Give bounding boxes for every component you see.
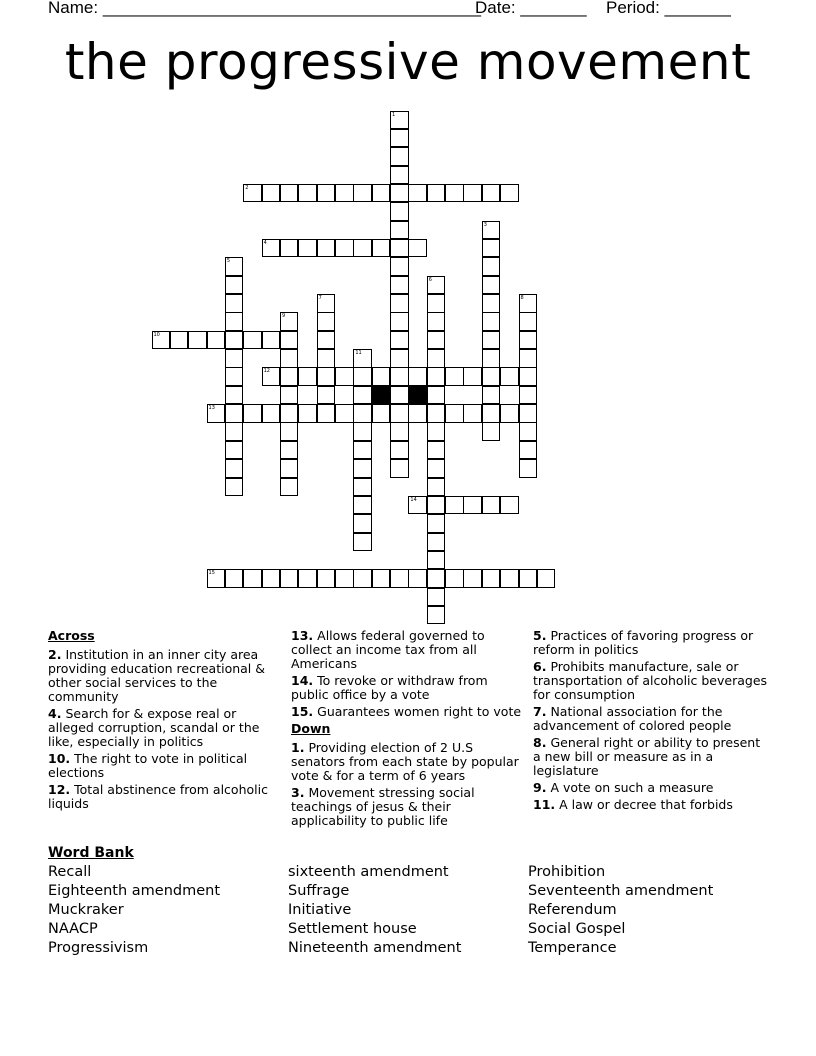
crossword-cell[interactable] [390, 129, 409, 148]
crossword-cell[interactable] [427, 606, 446, 625]
crossword-cell[interactable] [298, 239, 317, 258]
crossword-cell[interactable] [317, 386, 336, 405]
crossword-cell[interactable] [390, 294, 409, 313]
crossword-cell[interactable] [280, 441, 299, 460]
crossword-cell[interactable] [390, 276, 409, 295]
crossword-cell[interactable] [262, 569, 281, 588]
crossword-cell[interactable] [408, 404, 427, 423]
crossword-cell[interactable] [225, 294, 244, 313]
clue-across-14: 14. To revoke or withdraw from public office by a vote [291, 673, 488, 702]
crossword-cell[interactable] [372, 367, 391, 386]
crossword-cell[interactable] [225, 441, 244, 460]
word-bank-column-2 [288, 863, 461, 958]
word-bank-item: Muckraker [48, 902, 124, 918]
crossword-cell[interactable] [225, 276, 244, 295]
clues-column-2 [291, 629, 529, 831]
crossword-cell[interactable] [353, 239, 372, 258]
crossword-cell[interactable] [225, 569, 244, 588]
clue-down-3: 3. Movement stressing social teachings of jesus & their applicability to public life [291, 785, 475, 828]
crossword-cell[interactable] [519, 459, 538, 478]
crossword-cell[interactable] [427, 533, 446, 552]
crossword-cell[interactable] [390, 202, 409, 221]
period-label: Period: [606, 0, 660, 17]
clue-down-11: 11. A law or decree that forbids [533, 797, 733, 812]
crossword-cell[interactable] [353, 422, 372, 441]
clue-across-10: 10. The right to vote in political elections [48, 751, 248, 780]
crossword-cell[interactable] [390, 386, 409, 405]
crossword-cell[interactable] [225, 404, 244, 423]
crossword-cell[interactable] [427, 551, 446, 570]
clue-down-8: 8. General right or ability to present a new bill or measure as in a legislature [533, 735, 761, 778]
crossword-cell[interactable] [427, 331, 446, 350]
crossword-cell[interactable] [225, 312, 244, 331]
crossword-cell[interactable] [500, 184, 519, 203]
crossword-cell[interactable] [353, 367, 372, 386]
name-line[interactable]: ________________________________________ [102, 0, 481, 17]
crossword-cell[interactable] [298, 367, 317, 386]
crossword-cell[interactable] [482, 331, 501, 350]
word-bank-item: Progressivism [48, 940, 149, 956]
crossword-cell[interactable] [390, 349, 409, 368]
crossword-cell[interactable] [317, 312, 336, 331]
crossword-cell[interactable] [298, 569, 317, 588]
crossword-cell[interactable] [353, 514, 372, 533]
crossword-cell[interactable] [482, 239, 501, 258]
period-line[interactable]: _______ [664, 0, 731, 17]
crossword-cell[interactable] [317, 294, 336, 313]
word-bank-item: Seventeenth amendment [528, 883, 714, 899]
clue-number: 6 [428, 276, 432, 283]
crossword-cell[interactable] [445, 367, 464, 386]
crossword-cell[interactable] [225, 367, 244, 386]
crossword-cell[interactable] [243, 404, 262, 423]
crossword-cell[interactable] [390, 257, 409, 276]
clue-number: 9 [281, 313, 286, 320]
crossword-cell[interactable] [445, 184, 464, 203]
crossword-cell[interactable] [463, 184, 482, 203]
crossword-cell[interactable] [463, 367, 482, 386]
clue-across-12: 12. Total abstinence from alcoholic liquids [48, 782, 268, 811]
crossword-cell[interactable] [262, 184, 281, 203]
crossword-cell[interactable] [243, 184, 262, 203]
crossword-cell[interactable] [390, 166, 409, 185]
crossword-cell[interactable] [482, 276, 501, 295]
crossword-cell[interactable] [335, 184, 354, 203]
crossword-cell[interactable] [390, 239, 409, 258]
crossword-cell[interactable] [390, 367, 409, 386]
crossword-cell[interactable] [482, 569, 501, 588]
crossword-cell[interactable] [280, 184, 299, 203]
crossword-cell[interactable] [390, 569, 409, 588]
crossword-cell[interactable] [188, 331, 207, 350]
crossword-cell[interactable] [280, 312, 299, 331]
crossword-cell[interactable] [427, 569, 446, 588]
crossword-cell[interactable] [427, 386, 446, 405]
crossword-cell[interactable] [207, 404, 226, 423]
clue-down-1: 1. Providing election of 2 U.S senators from each state by popular vote & for a term of 6 years [291, 740, 519, 783]
crossword-cell[interactable] [225, 422, 244, 441]
word-bank-heading: Word Bank [48, 845, 134, 861]
crossword-cell[interactable] [408, 496, 427, 515]
clue-down-9: 9. A vote on such a measure [533, 780, 714, 795]
word-bank-item: Settlement house [288, 921, 417, 937]
crossword-cell[interactable] [427, 496, 446, 515]
clue-across-15: 15. Guarantees women right to vote [291, 704, 522, 719]
crossword-cell[interactable] [372, 404, 391, 423]
crossword-cell[interactable] [280, 404, 299, 423]
crossword-cell[interactable] [427, 404, 446, 423]
crossword-cell[interactable] [335, 569, 354, 588]
crossword-cell[interactable] [427, 312, 446, 331]
crossword-cell[interactable] [463, 404, 482, 423]
word-bank-item: Social Gospel [528, 921, 626, 937]
crossword-cell[interactable] [519, 367, 538, 386]
crossword-cell[interactable] [427, 422, 446, 441]
crossword-cell[interactable] [519, 422, 538, 441]
crossword-cell[interactable] [390, 147, 409, 166]
crossword-cell[interactable] [317, 404, 336, 423]
page-title: the progressive movement [64, 33, 752, 91]
crossword-cell[interactable] [353, 478, 372, 497]
crossword-cell[interactable] [280, 367, 299, 386]
crossword-cell[interactable] [390, 312, 409, 331]
crossword-cell[interactable] [500, 404, 519, 423]
crossword-cell[interactable] [463, 496, 482, 515]
crossword-cell[interactable] [390, 441, 409, 460]
crossword-cell[interactable] [353, 386, 372, 405]
crossword-cell[interactable] [225, 331, 244, 350]
crossword-cell[interactable] [463, 569, 482, 588]
crossword-cell[interactable] [225, 349, 244, 368]
crossword-cell[interactable] [519, 386, 538, 405]
crossword-cell[interactable] [519, 331, 538, 350]
crossword-cell[interactable] [353, 349, 372, 368]
crossword-cell[interactable] [298, 184, 317, 203]
crossword-cell[interactable] [317, 367, 336, 386]
clue-number: 14 [410, 496, 417, 503]
crossword-cell[interactable] [408, 367, 427, 386]
crossword-cell[interactable] [445, 404, 464, 423]
clue-number: 3 [483, 221, 487, 228]
crossword-cell[interactable] [390, 422, 409, 441]
clue-number: 15 [208, 570, 215, 577]
crossword-cell[interactable] [262, 367, 281, 386]
crossword-cell[interactable] [225, 386, 244, 405]
word-bank-item: Recall [48, 864, 92, 880]
word-bank-item: Temperance [528, 940, 617, 956]
crossword-cell[interactable] [280, 422, 299, 441]
crossword-cell[interactable] [519, 569, 538, 588]
clue-number: 1 [392, 111, 396, 118]
crossword-cell[interactable] [335, 404, 354, 423]
crossword-cell[interactable] [482, 294, 501, 313]
clues-column-1 [48, 629, 286, 814]
crossword-cell[interactable] [519, 441, 538, 460]
crossword-cell[interactable] [427, 478, 446, 497]
crossword-cell[interactable] [482, 422, 501, 441]
clue-number: 2 [245, 184, 249, 191]
crossword-cell[interactable] [482, 367, 501, 386]
clue-number: 8 [520, 295, 524, 301]
crossword-cell[interactable] [390, 459, 409, 478]
crossword-cell[interactable] [427, 294, 446, 313]
clue-number: 4 [263, 239, 267, 246]
clue-number: 11 [355, 350, 362, 357]
crossword-cell[interactable] [262, 239, 281, 258]
crossword-cell[interactable] [482, 221, 501, 240]
date-label: Date: [475, 0, 516, 17]
crossword-cell[interactable] [408, 239, 427, 258]
crossword-cell[interactable] [482, 386, 501, 405]
crossword-cell[interactable] [482, 312, 501, 331]
clue-across-4: 4. Search for & expose real or alleged corruption, scandal or the like, especially in politics [48, 706, 260, 749]
crossword-cell[interactable] [317, 184, 336, 203]
clue-down-7: 7. National association for the advancement of colored people [533, 704, 732, 733]
word-bank-item: Nineteenth amendment [288, 940, 462, 956]
crossword-cell[interactable] [317, 349, 336, 368]
crossword-cell[interactable] [353, 533, 372, 552]
crossword-cell[interactable] [372, 569, 391, 588]
crossword-block [372, 386, 391, 405]
clue-number: 5 [226, 258, 231, 265]
crossword-cell[interactable] [500, 496, 519, 515]
clue-number: 10 [153, 331, 160, 338]
word-bank-item: Suffrage [288, 883, 350, 899]
crossword-cell[interactable] [317, 331, 336, 350]
word-bank-item: Referendum [528, 902, 617, 918]
crossword-cell[interactable] [500, 569, 519, 588]
crossword-cell[interactable] [408, 569, 427, 588]
clue-number: 7 [318, 295, 322, 301]
crossword-cell[interactable] [353, 184, 372, 203]
clue-number: 13 [208, 405, 215, 412]
clues-column-3 [533, 629, 771, 815]
crossword-cell[interactable] [445, 569, 464, 588]
crossword-cell[interactable] [372, 239, 391, 258]
name-label: Name: [48, 0, 99, 17]
crossword-cell[interactable] [207, 331, 226, 350]
crossword-cell[interactable] [298, 404, 317, 423]
clue-down-6: 6. Prohibits manufacture, sale or transportation of alcoholic beverages for consumption [533, 659, 768, 702]
crossword-cell[interactable] [427, 349, 446, 368]
crossword-cell[interactable] [353, 496, 372, 515]
crossword-cell[interactable] [372, 184, 391, 203]
crossword-cell[interactable] [262, 404, 281, 423]
crossword-cell[interactable] [427, 514, 446, 533]
crossword-cell[interactable] [353, 459, 372, 478]
crossword-cell[interactable] [482, 257, 501, 276]
crossword-cell[interactable] [225, 459, 244, 478]
clue-across-13: 13. Allows federal governed to collect an income tax from all Americans [291, 628, 485, 671]
crossword-cell[interactable] [537, 569, 556, 588]
crossword-cell[interactable] [390, 331, 409, 350]
crossword-cell[interactable] [519, 349, 538, 368]
crossword-cell[interactable] [280, 239, 299, 258]
clue-down-5: 5. Practices of favoring progress or reform in politics [533, 628, 754, 657]
crossword-cell[interactable] [519, 404, 538, 423]
crossword-cell[interactable] [152, 331, 171, 350]
word-bank-item: sixteenth amendment [288, 864, 449, 880]
crossword-cell[interactable] [280, 331, 299, 350]
crossword-cell[interactable] [335, 239, 354, 258]
down-heading: Down [291, 721, 331, 736]
crossword-cell[interactable] [207, 569, 226, 588]
crossword-cell[interactable] [280, 569, 299, 588]
word-bank-column-3 [528, 863, 713, 958]
crossword-cell[interactable] [317, 239, 336, 258]
date-line[interactable]: _______ [520, 0, 587, 17]
crossword-cell[interactable] [519, 294, 538, 313]
crossword-cell[interactable] [262, 331, 281, 350]
crossword-cell[interactable] [317, 569, 336, 588]
crossword-cell[interactable] [243, 331, 262, 350]
crossword-cell[interactable] [482, 496, 501, 515]
crossword-cell[interactable] [353, 441, 372, 460]
crossword-cell[interactable] [427, 276, 446, 295]
word-bank-column-1 [48, 863, 220, 958]
crossword-cell[interactable] [390, 184, 409, 203]
crossword-cell[interactable] [225, 257, 244, 276]
crossword-cell[interactable] [353, 569, 372, 588]
word-bank-item: Prohibition [528, 864, 606, 880]
across-heading: Across [48, 628, 95, 643]
crossword-cell[interactable] [170, 331, 189, 350]
crossword-block [408, 386, 427, 405]
crossword-cell[interactable] [427, 459, 446, 478]
word-bank-item: NAACP [48, 921, 98, 937]
crossword-cell[interactable] [335, 367, 354, 386]
crossword-cell[interactable] [427, 367, 446, 386]
crossword-cell[interactable] [280, 349, 299, 368]
crossword-cell[interactable] [280, 459, 299, 478]
crossword-cell[interactable] [243, 569, 262, 588]
crossword-cell[interactable] [280, 478, 299, 497]
crossword-cell[interactable] [427, 588, 446, 607]
clue-number: 12 [263, 368, 270, 375]
crossword-cell[interactable] [280, 386, 299, 405]
crossword-cell[interactable] [519, 312, 538, 331]
crossword-cell[interactable] [427, 441, 446, 460]
crossword-cell[interactable] [500, 367, 519, 386]
crossword-cell[interactable] [482, 184, 501, 203]
crossword-cell[interactable] [225, 478, 244, 497]
crossword-cell[interactable] [445, 496, 464, 515]
crossword-cell[interactable] [482, 404, 501, 423]
crossword-cell[interactable] [390, 404, 409, 423]
word-bank-item: Initiative [288, 902, 352, 918]
crossword-cell[interactable] [390, 111, 409, 130]
clue-across-2: 2. Institution in an inner city area providing education recreational & other social services to the community [48, 647, 265, 704]
crossword-cell[interactable] [408, 184, 427, 203]
crossword-cell[interactable] [353, 404, 372, 423]
crossword-cell[interactable] [482, 349, 501, 368]
word-bank-item: Eighteenth amendment [48, 883, 221, 899]
crossword-cell[interactable] [390, 221, 409, 240]
crossword-cell[interactable] [427, 184, 446, 203]
